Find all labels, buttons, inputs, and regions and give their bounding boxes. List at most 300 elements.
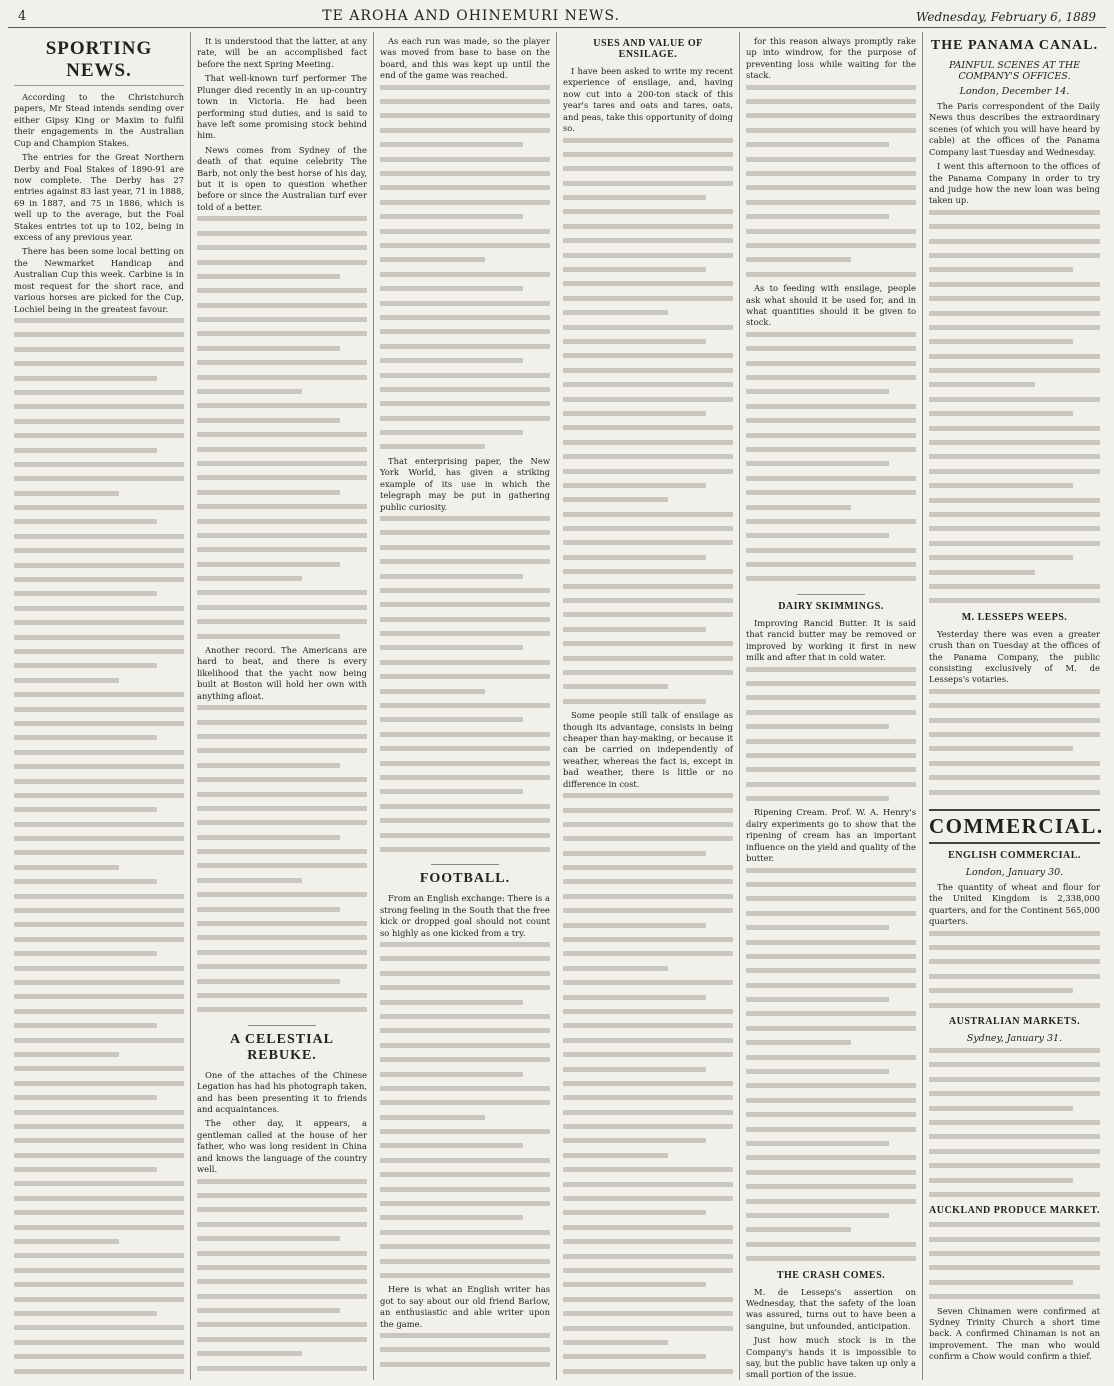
- celestial-rebuke-heading: A CELESTIAL REBUKE.: [230, 1031, 334, 1063]
- article-body-continued: [929, 210, 1100, 610]
- text-line: [563, 497, 733, 508]
- text-line: [563, 1182, 733, 1193]
- text-line: [746, 739, 916, 750]
- text-line: [563, 699, 733, 710]
- text-line: [197, 1251, 367, 1262]
- text-line: [563, 526, 733, 537]
- panama-subheading: PAINFUL SCENES AT THE COMPANY'S OFFICES.: [948, 60, 1081, 82]
- text-line: [929, 584, 1100, 595]
- text-line: [197, 964, 367, 975]
- issue-date: Wednesday, February 6, 1889: [916, 10, 1096, 24]
- text-line: [746, 1040, 916, 1051]
- text-line: [746, 85, 916, 96]
- text-line: [197, 777, 367, 788]
- text-line: [197, 461, 367, 472]
- text-line: [929, 790, 1100, 801]
- article-paragraph: Yesterday there was even a greater crush than on Tuesday at the offices of the Panama Company, the public consisting exclusively of M. de Lesseps's votaries.: [929, 628, 1100, 685]
- text-line: [563, 908, 733, 919]
- text-line: [929, 1134, 1100, 1145]
- text-line: [197, 533, 367, 544]
- column-2: [191, 32, 374, 1380]
- text-line: [197, 288, 367, 299]
- text-line: [197, 619, 367, 630]
- text-line: [14, 994, 184, 1005]
- text-line: [563, 1124, 733, 1135]
- text-line: [929, 1294, 1100, 1305]
- text-line: [380, 142, 550, 153]
- text-line: [746, 505, 916, 516]
- text-line: [380, 645, 550, 656]
- text-line: [563, 238, 733, 249]
- text-line: [929, 325, 1100, 336]
- text-line: [563, 281, 733, 292]
- text-line: [197, 734, 367, 745]
- article-body-continued: [929, 931, 1100, 1014]
- text-line: [929, 974, 1100, 985]
- text-line: [929, 253, 1100, 264]
- text-line: [929, 703, 1100, 714]
- text-line: [380, 1000, 550, 1011]
- text-line: [197, 389, 367, 400]
- text-line: [14, 1167, 184, 1178]
- text-line: [746, 1155, 916, 1166]
- text-line: [563, 1268, 733, 1279]
- text-line: [746, 1011, 916, 1022]
- text-line: [929, 1091, 1100, 1102]
- text-line: [929, 526, 1100, 537]
- text-line: [380, 1014, 550, 1025]
- text-line: [746, 695, 916, 706]
- text-line: [14, 1009, 184, 1020]
- text-line: [929, 1192, 1100, 1203]
- text-line: [380, 847, 550, 858]
- text-line: [746, 753, 916, 764]
- text-line: [14, 707, 184, 718]
- text-line: [563, 353, 733, 364]
- article-body-continued: [746, 667, 916, 808]
- text-line: [14, 1297, 184, 1308]
- text-line: [380, 631, 550, 642]
- text-line: [746, 519, 916, 530]
- text-line: [929, 354, 1100, 365]
- article-body-continued: [563, 138, 733, 711]
- text-line: [746, 375, 916, 386]
- text-line: [563, 966, 733, 977]
- text-line: [14, 1239, 184, 1250]
- text-line: [929, 1237, 1100, 1248]
- text-line: [14, 332, 184, 343]
- text-line: [197, 317, 367, 328]
- text-line: [746, 983, 916, 994]
- text-line: [746, 1184, 916, 1195]
- text-line: [563, 793, 733, 804]
- text-line: [746, 229, 916, 240]
- text-line: [14, 1210, 184, 1221]
- text-line: [197, 863, 367, 874]
- text-line: [380, 1347, 550, 1358]
- article-paragraph: That enterprising paper, the New York World, has given a striking example of its use in which the telegraph may be put in gathering public curiosity.: [380, 455, 550, 512]
- text-line: [14, 908, 184, 919]
- text-line: [380, 1028, 550, 1039]
- newspaper-columns: [8, 32, 1106, 1380]
- text-line: [197, 1179, 367, 1190]
- commercial-heading: COMMERCIAL.: [929, 809, 1100, 844]
- text-line: [746, 142, 916, 153]
- text-line: [563, 512, 733, 523]
- text-line: [746, 332, 916, 343]
- text-line: [563, 684, 733, 695]
- text-line: [563, 865, 733, 876]
- text-line: [746, 1112, 916, 1123]
- text-line: [380, 602, 550, 613]
- australian-markets-heading: AUSTRALIAN MARKETS.: [948, 1016, 1081, 1027]
- text-line: [14, 491, 184, 502]
- text-line: [563, 1153, 733, 1164]
- text-line: [197, 274, 367, 285]
- text-line: [380, 358, 550, 369]
- text-line: [14, 779, 184, 790]
- auckland-market-heading: AUCKLAND PRODUCE MARKET.: [929, 1205, 1100, 1217]
- article-paragraph: Ripening Cream. Prof. W. A. Henry's dairy experiments go to show that the ripening of cream has an important influence on the yield and quality of the butter.: [746, 807, 916, 864]
- text-line: [197, 375, 367, 386]
- text-line: [563, 368, 733, 379]
- text-line: [929, 498, 1100, 509]
- text-line: [380, 99, 550, 110]
- text-line: [929, 440, 1100, 451]
- text-line: [197, 1322, 367, 1333]
- text-line: [563, 1095, 733, 1106]
- text-line: [746, 389, 916, 400]
- text-line: [380, 444, 550, 455]
- dateline: London, January 30.: [965, 866, 1064, 878]
- text-line: [563, 540, 733, 551]
- text-line: [197, 892, 367, 903]
- text-line: [929, 1003, 1100, 1014]
- text-line: [197, 1193, 367, 1204]
- text-line: [563, 483, 733, 494]
- text-line: [746, 562, 916, 573]
- text-line: [197, 605, 367, 616]
- text-line: [746, 1055, 916, 1066]
- text-line: [380, 789, 550, 800]
- text-line: [14, 937, 184, 948]
- article-paragraph: I went this afternoon to the offices of the Panama Company in order to try and judge how the new loan was being taken up.: [929, 161, 1100, 206]
- text-line: [929, 224, 1100, 235]
- section-divider: [797, 594, 865, 595]
- text-line: [746, 1242, 916, 1253]
- text-line: [563, 209, 733, 220]
- text-line: [197, 490, 367, 501]
- column-6: [923, 32, 1106, 1380]
- text-line: [929, 959, 1100, 970]
- text-line: [197, 475, 367, 486]
- text-line: [14, 318, 184, 329]
- article-body-continued: [197, 705, 367, 1019]
- text-line: [14, 476, 184, 487]
- text-line: [929, 1077, 1100, 1088]
- text-line: [380, 971, 550, 982]
- text-line: [746, 954, 916, 965]
- text-line: [197, 418, 367, 429]
- text-line: [746, 997, 916, 1008]
- text-line: [929, 1251, 1100, 1262]
- text-line: [929, 483, 1100, 494]
- text-line: [746, 418, 916, 429]
- text-line: [563, 879, 733, 890]
- text-line: [197, 403, 367, 414]
- text-line: [563, 555, 733, 566]
- text-line: [563, 253, 733, 264]
- article-paragraph: As each run was made, so the player was moved from base to base on the board, and this was kept up until the end of the game was reached.: [380, 36, 550, 81]
- text-line: [380, 1362, 550, 1373]
- article-body-continued: [197, 1179, 367, 1380]
- text-line: [746, 185, 916, 196]
- text-line: [563, 569, 733, 580]
- text-line: [14, 404, 184, 415]
- text-line: [380, 761, 550, 772]
- text-line: [380, 559, 550, 570]
- text-line: [380, 1215, 550, 1226]
- text-line: [14, 1225, 184, 1236]
- text-line: [14, 894, 184, 905]
- text-line: [14, 1181, 184, 1192]
- page-number: 4: [18, 9, 27, 24]
- football-heading: FOOTBALL.: [419, 871, 511, 887]
- text-line: [14, 865, 184, 876]
- text-line: [563, 1009, 733, 1020]
- article-paragraph: From an English exchange: There is a strong feeling in the South that the free kick or dropped goal should not count so highly as one kicked from a try.: [380, 893, 550, 938]
- text-line: [746, 113, 916, 124]
- text-line: [380, 85, 550, 96]
- text-line: [14, 1369, 184, 1380]
- text-line: [380, 1273, 550, 1284]
- text-line: [746, 1098, 916, 1109]
- text-line: [197, 547, 367, 558]
- text-line: [380, 1129, 550, 1140]
- text-line: [197, 935, 367, 946]
- text-line: [746, 433, 916, 444]
- text-line: [563, 325, 733, 336]
- text-line: [746, 782, 916, 793]
- text-line: [929, 411, 1100, 422]
- text-line: [563, 440, 733, 451]
- text-line: [563, 454, 733, 465]
- text-line: [563, 411, 733, 422]
- text-line: [563, 1239, 733, 1250]
- text-line: [380, 1259, 550, 1270]
- text-line: [380, 804, 550, 815]
- text-line: [746, 667, 916, 678]
- text-line: [746, 243, 916, 254]
- text-line: [14, 750, 184, 761]
- text-line: [14, 951, 184, 962]
- text-line: [563, 1081, 733, 1092]
- text-line: [197, 835, 367, 846]
- text-line: [929, 454, 1100, 465]
- text-line: [14, 1354, 184, 1365]
- text-line: [380, 956, 550, 967]
- text-line: [380, 717, 550, 728]
- text-line: [197, 1351, 367, 1362]
- text-line: [380, 1043, 550, 1054]
- text-line: [380, 1057, 550, 1068]
- text-line: [929, 598, 1100, 609]
- text-line: [929, 397, 1100, 408]
- text-line: [746, 476, 916, 487]
- english-commercial-heading: ENGLISH COMMERCIAL.: [948, 849, 1081, 861]
- text-line: [563, 822, 733, 833]
- text-line: [14, 591, 184, 602]
- text-line: [197, 360, 367, 371]
- text-line: [380, 229, 550, 240]
- text-line: [929, 1178, 1100, 1189]
- text-line: [929, 296, 1100, 307]
- article-paragraph: The other day, it appears, a gentleman called at the house of her father, who was long resident in China and knows the language of the country well.: [197, 1118, 367, 1175]
- text-line: [197, 806, 367, 817]
- text-line: [14, 1311, 184, 1322]
- text-line: [197, 993, 367, 1004]
- text-line: [746, 1127, 916, 1138]
- article-body-continued: [746, 868, 916, 1268]
- text-line: [563, 1354, 733, 1365]
- text-line: [929, 931, 1100, 942]
- text-line: [746, 968, 916, 979]
- text-line: [14, 735, 184, 746]
- text-line: [380, 775, 550, 786]
- text-line: [929, 282, 1100, 293]
- text-line: [14, 1268, 184, 1279]
- section-divider: [431, 864, 499, 865]
- text-line: [929, 1265, 1100, 1276]
- article-body-continued: [380, 1333, 550, 1373]
- text-line: [14, 1066, 184, 1077]
- text-line: [563, 382, 733, 393]
- text-line: [563, 670, 733, 681]
- panama-canal-heading: THE PANAMA CANAL.: [930, 38, 1099, 53]
- text-line: [197, 849, 367, 860]
- text-line: [929, 775, 1100, 786]
- text-line: [563, 1225, 733, 1236]
- column-4: [557, 32, 740, 1380]
- text-line: [14, 519, 184, 530]
- text-line: [929, 541, 1100, 552]
- section-divider: [248, 1025, 316, 1026]
- article-paragraph: Another record. The Americans are hard to beat, and there is every likelihood that the yacht now being built at Boston will hold her own with anything afloat.: [197, 645, 367, 701]
- text-line: [746, 128, 916, 139]
- text-line: [14, 649, 184, 660]
- article-paragraph: There has been some local betting on the Newmarket Handicap and Australian Cup this week. Carbine is in most request for the short race, and various horses are picked for the Cup, Lochiel being in the greatest favour.: [14, 246, 184, 314]
- text-line: [14, 922, 184, 933]
- text-line: [563, 1369, 733, 1380]
- text-line: [380, 732, 550, 743]
- text-line: [929, 267, 1100, 278]
- market-report: [929, 1222, 1100, 1305]
- text-line: [563, 425, 733, 436]
- text-line: [380, 1086, 550, 1097]
- article-paragraph: It is understood that the latter, at any rate, will be an accomplished fact before the next Spring Meeting.: [197, 36, 367, 69]
- text-line: [14, 793, 184, 804]
- text-line: [929, 718, 1100, 729]
- text-line: [746, 896, 916, 907]
- text-line: [380, 818, 550, 829]
- text-line: [929, 1106, 1100, 1117]
- text-line: [929, 368, 1100, 379]
- text-line: [929, 382, 1100, 393]
- text-line: [14, 1153, 184, 1164]
- text-line: [380, 1244, 550, 1255]
- text-line: [14, 548, 184, 559]
- text-line: [197, 432, 367, 443]
- text-line: [197, 216, 367, 227]
- text-line: [380, 703, 550, 714]
- text-line: [380, 171, 550, 182]
- article-body-continued: [380, 85, 550, 456]
- text-line: [380, 985, 550, 996]
- text-line: [746, 200, 916, 211]
- text-line: [746, 361, 916, 372]
- text-line: [746, 882, 916, 893]
- article-paragraph: That well-known turf performer The Plunger died recently in an up-country town in Victoria. He had been performing stud duties, and is said to have left some promising stock behind him.: [197, 73, 367, 141]
- text-line: [14, 807, 184, 818]
- text-line: [563, 1340, 733, 1351]
- text-line: [197, 346, 367, 357]
- text-line: [380, 257, 550, 268]
- text-line: [197, 720, 367, 731]
- text-line: [929, 339, 1100, 350]
- text-line: [197, 1294, 367, 1305]
- masthead: [8, 4, 1106, 28]
- text-line: [563, 166, 733, 177]
- text-line: [563, 1110, 733, 1121]
- text-line: [197, 634, 367, 645]
- text-line: [929, 311, 1100, 322]
- text-line: [14, 1196, 184, 1207]
- ensilage-heading: USES AND VALUE OF ENSILAGE.: [593, 38, 703, 60]
- text-line: [563, 808, 733, 819]
- text-line: [380, 1172, 550, 1183]
- text-line: [746, 1083, 916, 1094]
- text-line: [929, 1048, 1100, 1059]
- text-line: [197, 447, 367, 458]
- text-line: [197, 1279, 367, 1290]
- text-line: [380, 128, 550, 139]
- text-line: [14, 620, 184, 631]
- text-line: [197, 331, 367, 342]
- dateline: London, December 14.: [959, 86, 1070, 97]
- text-line: [14, 1325, 184, 1336]
- text-line: [380, 373, 550, 384]
- text-line: [197, 1222, 367, 1233]
- article-paragraph: Some people still talk of ensilage as though its advantage, consists in being cheaper than hay-making, or because it can be carried on independently of weather, whereas the fact is, except in bad weather, there is little or no difference in cost.: [563, 710, 733, 789]
- article-body-continued: [14, 318, 184, 1380]
- text-line: [929, 570, 1100, 581]
- text-line: [380, 617, 550, 628]
- text-line: [746, 1213, 916, 1224]
- text-line: [746, 724, 916, 735]
- text-line: [746, 548, 916, 559]
- text-line: [563, 951, 733, 962]
- text-line: [563, 1023, 733, 1034]
- text-line: [380, 416, 550, 427]
- text-line: [563, 995, 733, 1006]
- text-line: [197, 921, 367, 932]
- text-line: [746, 490, 916, 501]
- text-line: [380, 574, 550, 585]
- text-line: [14, 678, 184, 689]
- text-line: [380, 272, 550, 283]
- text-line: [14, 1095, 184, 1106]
- text-line: [14, 764, 184, 775]
